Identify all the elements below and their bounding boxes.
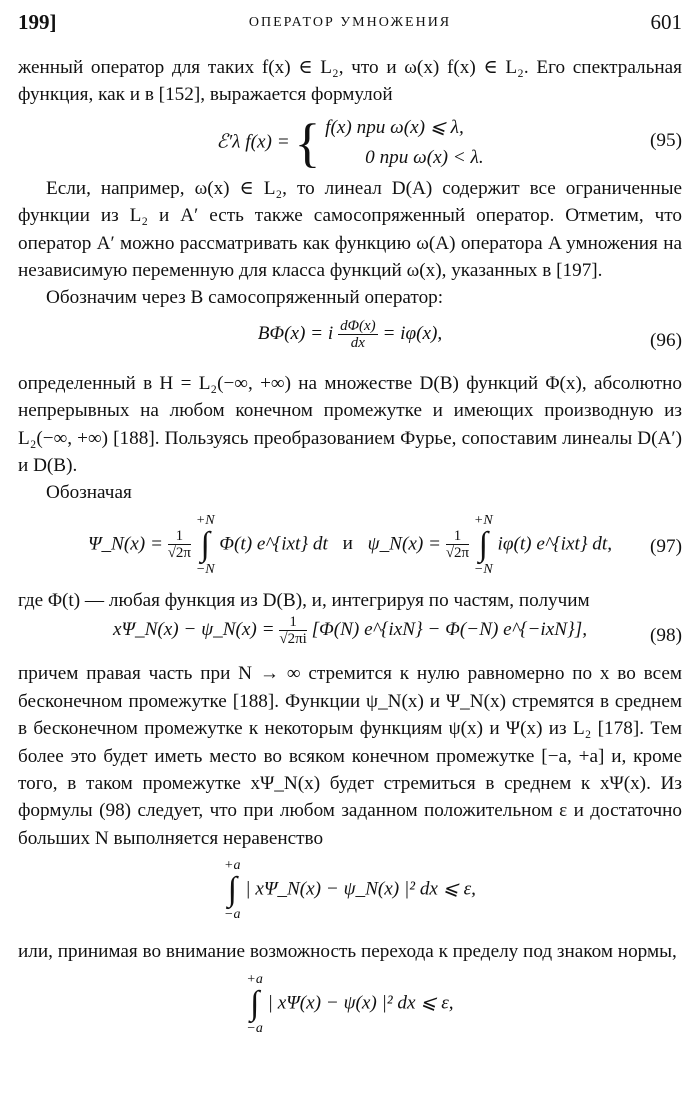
eq97-fraction1: [168, 528, 191, 561]
book-page: [18, 0, 682, 1100]
eq97-fraction2: [446, 528, 469, 561]
equation-97: [18, 507, 682, 587]
ineq1-upper: +a: [224, 858, 241, 874]
paragraph-3: Обозначим через B самосопряженный оператор:: [46, 287, 444, 309]
eq97-integrand2: iφ(t) e^{ixt} dt,: [497, 533, 613, 555]
eq97-lhs1: Ψ_N(x) =: [87, 533, 163, 555]
equation-98: [18, 614, 682, 660]
eq95-case2: 0 при ω(x) < λ.: [365, 146, 484, 168]
eq97-upper2: +N: [473, 512, 493, 528]
paragraph-1: женный оператор для таких f(x) ∈ L₂, что и ω(x) f(x) ∈ L₂. Его спектральная функция, как и в [152], выражается формулой: [18, 57, 682, 106]
running-header: [18, 10, 682, 38]
eq97-number: (97): [650, 535, 682, 557]
paragraph-8: или, принимая во внимание возможность перехода к пределу под знаком нормы,: [18, 941, 677, 963]
page-body: [18, 54, 682, 1052]
eq97-lhs2: ψ_N(x) =: [367, 533, 442, 555]
eq96-rhs: = iφ(x),: [382, 322, 443, 344]
eq98-denominator: √2πi: [279, 631, 307, 648]
ineq2-lower: −a: [246, 1020, 263, 1036]
inequality-1: [18, 852, 682, 938]
ineq2-integral: +a ∫ −a: [246, 971, 263, 1036]
paragraph-2: Если, например, ω(x) ∈ L₂, то линеал D(A) содержит все ограниченные функции из L₂ и A′ есть также самосопряженный оператор. Отметим, что оператор A′ можно рассматривать как функцию ω(A) оператора A умножения на независимую переменную для класса функций ω(x), указанных в [197].: [18, 177, 682, 282]
eq95-cases: [325, 113, 483, 173]
eq97-integrand1: Φ(t) e^{ixt} dt: [219, 533, 328, 555]
eq96-lhs: BΦ(x) = i: [257, 322, 334, 344]
eq98-number: (98): [650, 625, 682, 647]
page-number: 601: [650, 10, 682, 34]
running-title: ОПЕРАТОР УМНОЖЕНИЯ: [248, 15, 452, 30]
eq96-denominator: dx: [350, 334, 365, 351]
eq97-numerator2: 1: [446, 528, 469, 545]
section-number: 199]: [18, 10, 57, 34]
eq97-numerator1: 1: [168, 528, 191, 545]
ineq2-integrand: | xΨ(x) − ψ(x) |² dx ⩽ ε,: [267, 991, 454, 1013]
eq96-numerator: dΦ(x): [340, 317, 376, 334]
eq97-denominator2: √2π: [445, 545, 470, 562]
ineq1-integrand: | xΨ_N(x) − ψ_N(x) |² dx ⩽ ε,: [245, 878, 476, 900]
eq95-number: (95): [650, 129, 682, 151]
eq97-integral1: +N ∫ −N: [195, 512, 215, 577]
eq97-denominator1: √2π: [167, 545, 192, 562]
paragraph-6: где Φ(t) — любая функция из D(B), и, интегрируя по частям, получим: [18, 589, 590, 611]
eq95-case1: f(x) при ω(x) ⩽ λ,: [325, 116, 464, 138]
paragraph-5: Обозначая: [46, 482, 132, 504]
eq96-number: (96): [650, 329, 682, 351]
eq97-lower2: −N: [473, 561, 493, 577]
inequality-2: [18, 966, 682, 1052]
eq98-lhs: xΨ_N(x) − ψ_N(x) =: [112, 619, 275, 641]
eq95-brace: {: [294, 112, 321, 173]
ineq1-integral: +a ∫ −a: [224, 858, 241, 923]
eq98-numerator: 1: [279, 614, 306, 631]
ineq1-lower: −a: [224, 907, 241, 923]
eq97-upper1: +N: [195, 512, 215, 528]
eq98-fraction: [279, 614, 306, 647]
eq97-conjunction: и: [342, 533, 353, 555]
ineq2-upper: +a: [246, 971, 263, 987]
eq95-lhs: ℰ′λ f(x) =: [216, 131, 290, 153]
paragraph-7: причем правая часть при N → ∞ стремится к нулю равномерно по x во всем бесконечном промежутке [188]. Функции ψ_N(x) и Ψ_N(x) стремятся в среднем в бесконечном промежутке к некоторым функциям ψ(x) и Ψ(x) из L₂ [178]. Тем более это будет иметь место во всяком конечном промежутке [−a, +a] и, кроме того, в таком промежутке xΨ_N(x) будет стремиться в среднем к xΨ(x). Из формулы (98) следует, что при любом заданном положительном ε и достаточно больших N выполняется неравенство: [18, 663, 682, 849]
eq96-fraction: [338, 318, 378, 351]
eq97-integral2: +N ∫ −N: [473, 512, 493, 577]
eq98-rhs: [Φ(N) e^{ixN} − Φ(−N) e^{−ixN}],: [311, 619, 587, 641]
equation-95: [18, 109, 682, 175]
equation-96: [18, 312, 682, 370]
eq97-lower1: −N: [195, 561, 215, 577]
paragraph-4: определенный в H = L₂(−∞, +∞) на множестве D(B) функций Φ(x), абсолютно непрерывных на любом конечном промежутке и имеющих производную из L₂(−∞, +∞) [188]. Пользуясь преобразованием Фурье, сопоставим линеалы D(A′) и D(B).: [18, 372, 682, 477]
